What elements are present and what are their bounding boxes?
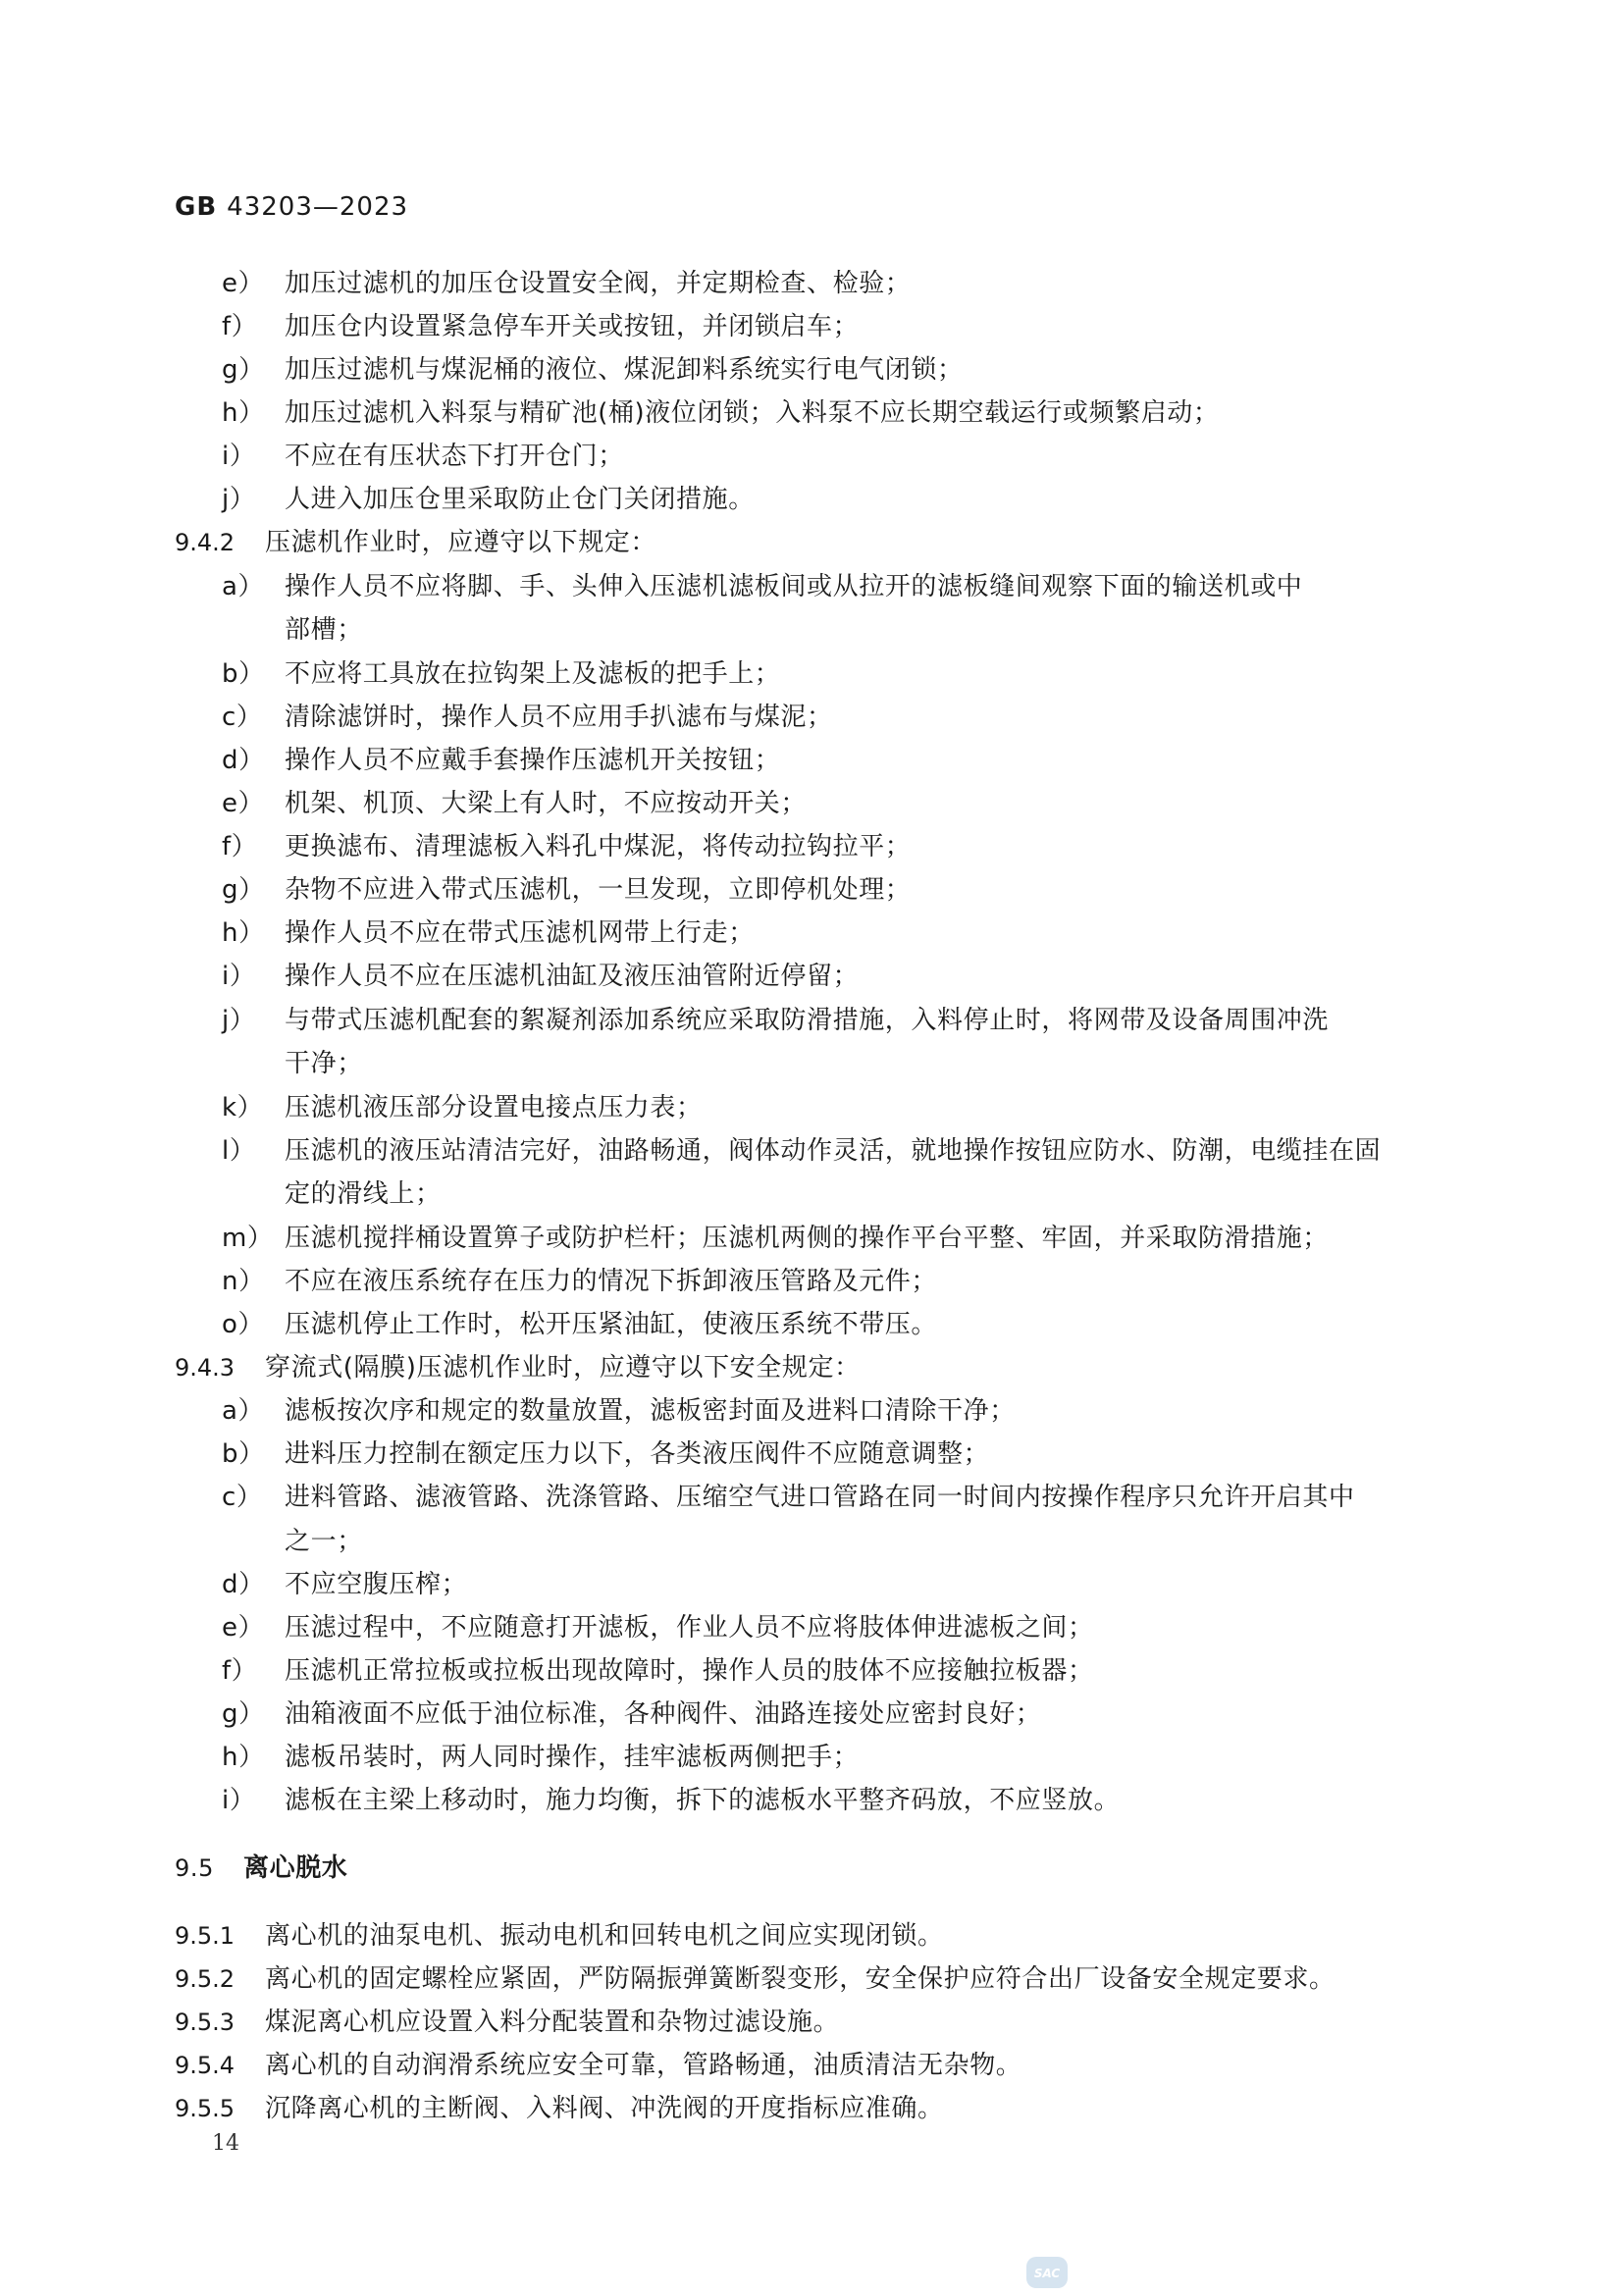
item-text: 加压过滤机的加压仓设置安全阀，并定期检查、检验； (285, 269, 912, 298)
item-text: 滤板按次序和规定的数量放置，滤板密封面及进料口清除干净； (285, 1396, 1016, 1426)
clause-text: 穿流式(隔膜)压滤机作业时，应遵守以下安全规定： (265, 1353, 861, 1383)
item-text: 压滤机液压部分设置电接点压力表； (285, 1093, 703, 1122)
item-text: 清除滤饼时，操作人员不应用手扒滤布与煤泥； (285, 703, 833, 732)
item-marker: f） (222, 1656, 258, 1686)
item-text: 不应在有压状态下打开仓门； (285, 442, 624, 471)
item-text: 油箱液面不应低于油位标准，各种阀件、油路连接处应密封良好； (285, 1699, 1042, 1729)
item-marker: h） (222, 1743, 265, 1772)
item-marker: g） (222, 355, 265, 385)
item-marker: c） (222, 1483, 263, 1512)
item-marker: g） (222, 1699, 265, 1729)
item-marker: f） (222, 832, 258, 861)
item-marker: b） (222, 1439, 265, 1469)
item-text: 加压仓内设置紧急停车开关或按钮，并闭锁启车； (285, 312, 860, 341)
item-marker: e） (222, 269, 265, 298)
item-marker: j） (222, 485, 256, 514)
clause-number: 9.5.3 (175, 2009, 236, 2036)
item-text: 干净； (285, 1049, 363, 1078)
clause-text: 离心机的自动润滑系统应安全可靠，管路畅通，油质清洁无杂物。 (265, 2051, 1022, 2080)
item-text: 加压过滤机入料泵与精矿池(桶)液位闭锁；入料泵不应长期空载运行或频繁启动； (285, 398, 1220, 428)
item-text: 压滤机的液压站清洁完好，油路畅通，阀体动作灵活，就地操作按钮应防水、防潮，电缆挂在固 (285, 1136, 1382, 1166)
item-text: 更换滤布、清理滤板入料孔中煤泥，将传动拉钩拉平； (285, 832, 912, 861)
item-marker: h） (222, 398, 265, 428)
item-text: 操作人员不应在压滤机油缸及液压油管附近停留； (285, 962, 860, 991)
item-text: 之一； (285, 1527, 363, 1556)
item-text: 进料压力控制在额定压力以下，各类液压阀件不应随意调整； (285, 1439, 990, 1469)
clause-number: 9.5.5 (175, 2095, 236, 2122)
item-text: 不应空腹压榨； (285, 1570, 468, 1599)
item-text: 压滤机搅拌桶设置箅子或防护栏杆；压滤机两侧的操作平台平整、牢固，并采取防滑措施； (285, 1224, 1330, 1253)
item-marker: e） (222, 789, 265, 818)
item-text: 定的滑线上； (285, 1179, 442, 1209)
item-text: 人进入加压仓里采取防止仓门关闭措施。 (285, 485, 755, 514)
item-marker: l） (222, 1136, 256, 1166)
item-text: 压滤机正常拉板或拉板出现故障时，操作人员的肢体不应接触拉板器； (285, 1656, 1094, 1686)
section-number: 9.5 (175, 1854, 214, 1882)
item-marker: c） (222, 703, 263, 732)
item-marker: h） (222, 918, 265, 948)
item-text: 部槽； (285, 615, 363, 645)
clause-text: 沉降离心机的主断阀、入料阀、冲洗阀的开度指标应准确。 (265, 2094, 944, 2123)
standard-code: GB (175, 192, 218, 222)
item-text: 滤板吊装时，两人同时操作，挂牢滤板两侧把手； (285, 1743, 860, 1772)
clause-number: 9.4.2 (175, 529, 236, 556)
page-header (175, 192, 408, 222)
item-text: 操作人员不应戴手套操作压滤机开关按钮； (285, 746, 781, 775)
clause-text: 离心机的油泵电机、振动电机和回转电机之间应实现闭锁。 (265, 1921, 944, 1951)
item-text: 加压过滤机与煤泥桶的液位、煤泥卸料系统实行电气闭锁； (285, 355, 964, 385)
item-text: 压滤过程中，不应随意打开滤板，作业人员不应将肢体伸进滤板之间； (285, 1613, 1094, 1643)
item-marker: d） (222, 746, 265, 775)
item-text: 进料管路、滤液管路、洗涤管路、压缩空气进口管路在同一时间内按操作程序只允许开启其中 (285, 1483, 1355, 1512)
page-number: 14 (212, 2131, 239, 2156)
sac-logo-icon (1024, 2253, 1070, 2292)
item-marker: b） (222, 659, 265, 689)
clause-text: 煤泥离心机应设置入料分配装置和杂物过滤设施。 (265, 2008, 840, 2037)
standard-number: 43203—2023 (227, 192, 409, 222)
item-marker: d） (222, 1570, 265, 1599)
item-marker: o） (222, 1310, 265, 1339)
clause-text: 离心机的固定螺栓应紧固，严防隔振弹簧断裂变形，安全保护应符合出厂设备安全规定要求。 (265, 1964, 1335, 1994)
item-marker: i） (222, 1786, 256, 1815)
item-marker: n） (222, 1267, 265, 1296)
clause-number: 9.4.3 (175, 1354, 236, 1382)
item-marker: i） (222, 962, 256, 991)
item-text: 机架、机顶、大梁上有人时，不应按动开关； (285, 789, 808, 818)
item-text: 操作人员不应在带式压滤机网带上行走； (285, 918, 755, 948)
item-marker: f） (222, 312, 258, 341)
item-marker: j） (222, 1006, 256, 1035)
svg-text:SAC: SAC (1033, 2267, 1061, 2280)
clause-number: 9.5.1 (175, 1922, 236, 1950)
item-text: 不应在液压系统存在压力的情况下拆卸液压管路及元件； (285, 1267, 938, 1296)
item-marker: a） (222, 1396, 265, 1426)
item-marker: m） (222, 1224, 274, 1253)
clause-text: 压滤机作业时，应遵守以下规定： (265, 528, 657, 557)
item-text: 压滤机停止工作时，松开压紧油缸，使液压系统不带压。 (285, 1310, 938, 1339)
item-marker: i） (222, 442, 256, 471)
item-text: 杂物不应进入带式压滤机，一旦发现，立即停机处理； (285, 875, 912, 905)
item-text: 与带式压滤机配套的絮凝剂添加系统应采取防滑措施，入料停止时，将网带及设备周围冲洗 (285, 1006, 1330, 1035)
clause-number: 9.5.2 (175, 1965, 236, 1993)
item-marker: e） (222, 1613, 265, 1643)
section-title: 离心脱水 (243, 1853, 348, 1883)
item-text: 滤板在主梁上移动时，施力均衡，拆下的滤板水平整齐码放，不应竖放。 (285, 1786, 1121, 1815)
item-marker: g） (222, 875, 265, 905)
item-marker: a） (222, 572, 265, 601)
item-text: 操作人员不应将脚、手、头伸入压滤机滤板间或从拉开的滤板缝间观察下面的输送机或中 (285, 572, 1303, 601)
item-text: 不应将工具放在拉钩架上及滤板的把手上； (285, 659, 781, 689)
item-marker: k） (222, 1093, 264, 1122)
clause-number: 9.5.4 (175, 2052, 236, 2079)
